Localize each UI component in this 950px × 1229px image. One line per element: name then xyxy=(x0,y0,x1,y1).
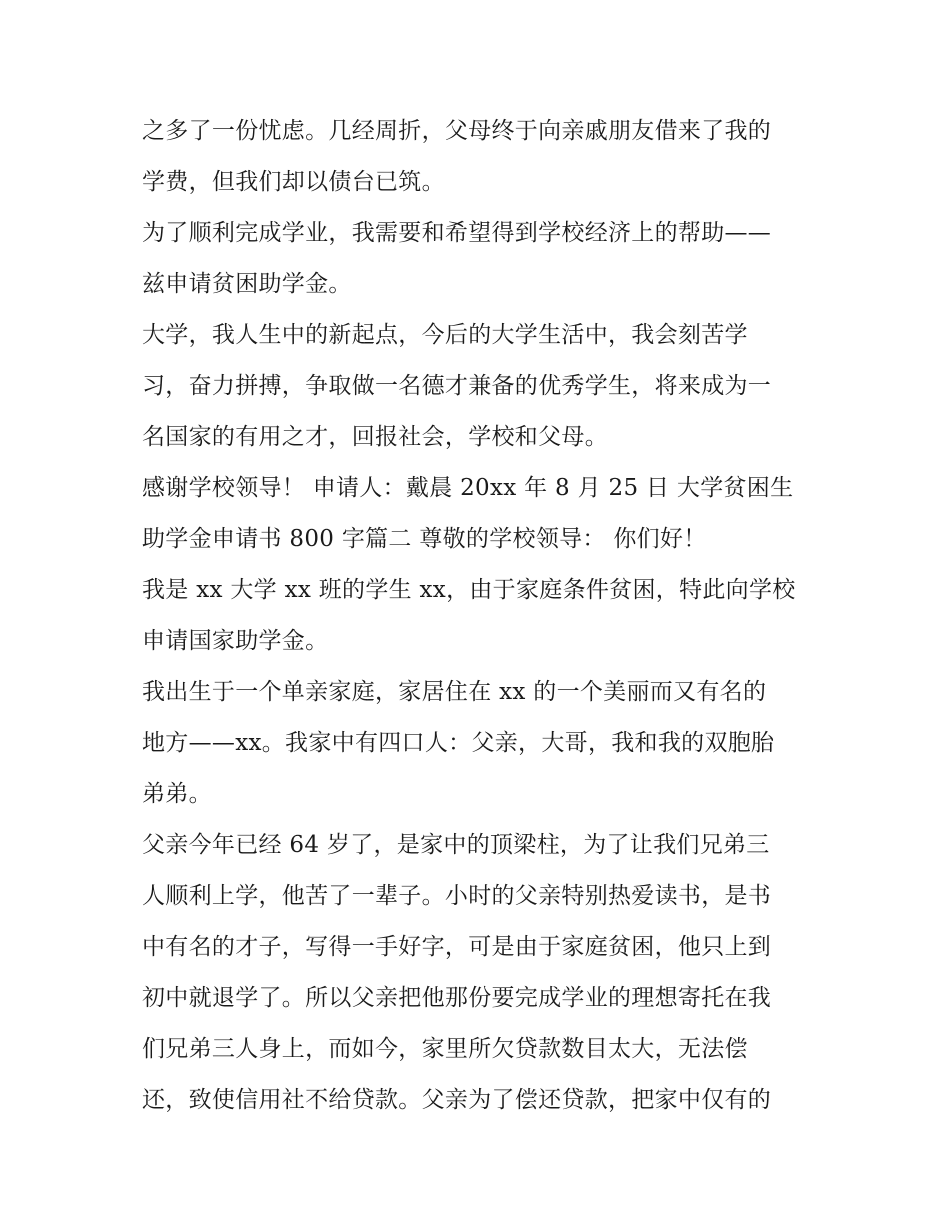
text-line: 初中就退学了。所以父亲把他那份要完成学业的理想寄托在我 xyxy=(142,985,772,1011)
text-line: 感谢学校领导！ 申请人：戴晨 20xx 年 8 月 25 日 大学贫困生 xyxy=(142,475,794,501)
text-line: 中有名的才子，写得一手好字，可是由于家庭贫困，他只上到 xyxy=(142,934,772,960)
text-line: 我出生于一个单亲家庭，家居住在 xx 的一个美丽而又有名的 xyxy=(142,679,767,705)
text-line: 兹申请贫困助学金。 xyxy=(142,271,352,297)
text-line: 弟弟。 xyxy=(142,781,212,807)
text-line: 之多了一份忧虑。几经周折，父母终于向亲戚朋友借来了我的 xyxy=(142,118,772,144)
text-line: 们兄弟三人身上，而如今，家里所欠贷款数目太大，无法偿 xyxy=(142,1036,748,1062)
text-line: 学费，但我们却以债台已筑。 xyxy=(142,169,445,195)
text-line: 申请国家助学金。 xyxy=(142,628,329,654)
text-line: 地方——xx。我家中有四口人：父亲，大哥，我和我的双胞胎 xyxy=(142,730,775,756)
document-body xyxy=(142,106,822,1126)
text-line: 父亲今年已经 64 岁了，是家中的顶梁柱，为了让我们兄弟三 xyxy=(142,832,770,858)
text-line: 习，奋力拼搏，争取做一名德才兼备的优秀学生，将来成为一 xyxy=(142,373,772,399)
text-line: 为了顺利完成学业，我需要和希望得到学校经济上的帮助—— xyxy=(142,220,772,246)
text-line: 助学金申请书 800 字篇二 尊敬的学校领导： 你们好！ xyxy=(142,526,707,552)
text-line: 人顺利上学，他苦了一辈子。小时的父亲特别热爱读书，是书 xyxy=(142,883,772,909)
text-line: 名国家的有用之才，回报社会，学校和父母。 xyxy=(142,424,608,450)
text-line: 还，致使信用社不给贷款。父亲为了偿还贷款，把家中仅有的 xyxy=(142,1087,772,1113)
text-line: 我是 xx 大学 xx 班的学生 xx，由于家庭条件贫困，特此向学校 xyxy=(142,577,796,603)
text-line: 大学，我人生中的新起点，今后的大学生活中，我会刻苦学 xyxy=(142,322,748,348)
